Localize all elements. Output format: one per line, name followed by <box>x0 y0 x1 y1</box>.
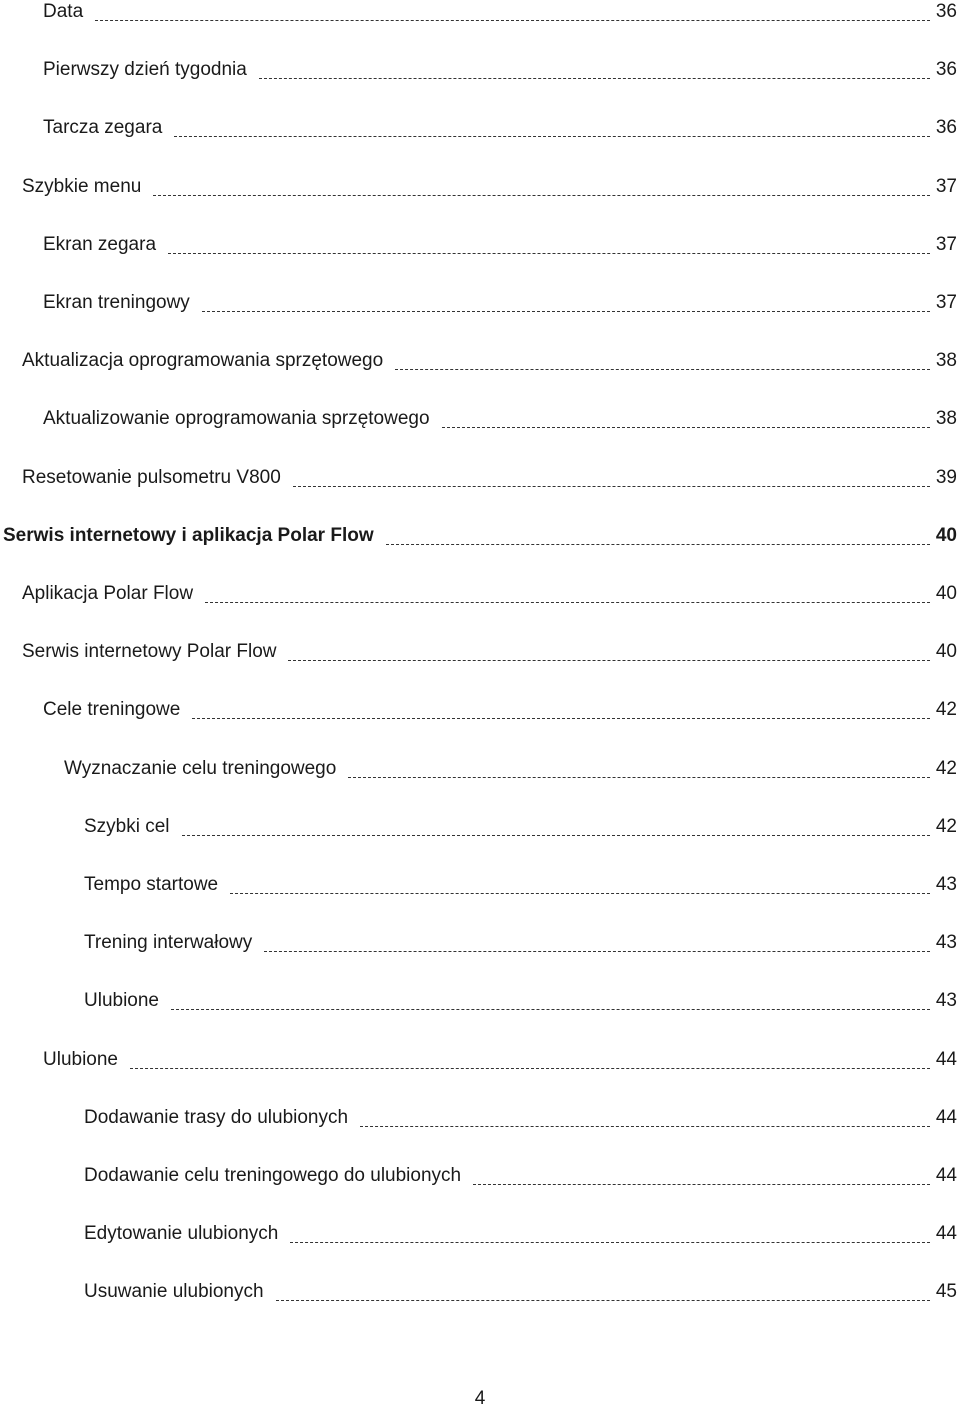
dot-leader <box>264 951 930 952</box>
toc-entry-page: 38 <box>935 408 957 430</box>
toc-entry-page: 37 <box>935 175 957 197</box>
toc-entry-page: 44 <box>935 1048 957 1070</box>
toc-entry-title: Trening interwałowy <box>84 931 262 955</box>
toc-entry-page: 43 <box>935 932 957 954</box>
toc-entry[interactable] <box>0 524 960 554</box>
dot-leader <box>360 1126 930 1127</box>
toc-entry-page: 43 <box>935 874 957 895</box>
dot-leader <box>153 195 930 196</box>
toc-entry-title: Dodawanie celu treningowego do ulubionych <box>84 1164 471 1188</box>
toc-entry[interactable] <box>0 116 960 146</box>
toc-entry-title: Serwis internetowy Polar Flow <box>22 640 286 664</box>
toc-entry[interactable] <box>0 815 960 845</box>
toc-entry[interactable] <box>0 1280 960 1310</box>
toc-entry-title: Edytowanie ulubionych <box>84 1222 288 1246</box>
toc-entry-title: Wyznaczanie celu treningowego <box>64 757 346 781</box>
toc-entry[interactable] <box>0 407 960 437</box>
dot-leader <box>259 78 930 79</box>
toc-entry-title: Serwis internetowy i aplikacja Polar Flow <box>3 524 384 548</box>
dot-leader <box>205 602 930 603</box>
toc-entry-page: 36 <box>935 1 957 22</box>
toc-entry[interactable] <box>0 698 960 728</box>
toc-entry-page: 44 <box>935 1165 957 1186</box>
dot-leader <box>192 718 930 719</box>
dot-leader <box>182 835 930 836</box>
toc-entry-page: 38 <box>935 350 957 372</box>
toc-entry[interactable] <box>0 1106 960 1136</box>
dot-leader <box>230 893 930 894</box>
toc-entry[interactable] <box>0 989 960 1019</box>
toc-entry[interactable] <box>0 291 960 321</box>
toc-entry[interactable] <box>0 466 960 496</box>
toc-entry-page: 39 <box>935 466 957 488</box>
toc-entry[interactable] <box>0 1048 960 1078</box>
toc-entry-page: 40 <box>935 641 957 663</box>
page-number: 4 <box>474 1388 486 1409</box>
toc-entry-page: 45 <box>935 1281 957 1303</box>
toc-entry-title: Szybki cel <box>84 815 180 839</box>
dot-leader <box>202 311 930 312</box>
toc-entry-page: 37 <box>935 292 957 313</box>
toc-entry-title: Ekran treningowy <box>43 291 200 315</box>
toc-entry-title: Tarcza zegara <box>43 116 172 140</box>
dot-leader <box>95 20 930 21</box>
toc-entry-page: 42 <box>935 757 957 779</box>
toc-entry-title: Aktualizowanie oprogramowania sprzętowego <box>43 407 440 431</box>
toc-entry[interactable] <box>0 640 960 670</box>
dot-leader <box>386 544 930 545</box>
dot-leader <box>442 427 930 428</box>
toc-entry-page: 40 <box>935 524 957 546</box>
toc-entry-title: Cele treningowe <box>43 698 190 722</box>
toc-entry[interactable] <box>0 931 960 961</box>
dot-leader <box>290 1242 930 1243</box>
dot-leader <box>168 253 930 254</box>
toc-entry-title: Tempo startowe <box>84 873 228 897</box>
toc-entry-page: 42 <box>935 815 957 837</box>
toc-entry-title: Aktualizacja oprogramowania sprzętowego <box>22 349 393 373</box>
toc-entry-page: 43 <box>935 990 957 1012</box>
dot-leader <box>293 486 930 487</box>
toc-entry[interactable] <box>0 1164 960 1194</box>
toc-entry-title: Dodawanie trasy do ulubionych <box>84 1106 358 1130</box>
toc-entry[interactable] <box>0 873 960 903</box>
dot-leader <box>348 777 930 778</box>
toc-entry[interactable] <box>0 757 960 787</box>
toc-entry-title: Ulubione <box>84 989 169 1013</box>
toc-entry[interactable] <box>0 58 960 88</box>
toc-entry-title: Ulubione <box>43 1048 128 1072</box>
toc-entry-title: Pierwszy dzień tygodnia <box>43 58 257 82</box>
dot-leader <box>288 660 930 661</box>
dot-leader <box>395 369 930 370</box>
dot-leader <box>276 1300 930 1301</box>
toc-entry[interactable] <box>0 349 960 379</box>
toc-entry-page: 36 <box>935 117 957 139</box>
dot-leader <box>174 136 930 137</box>
toc-entry-page: 44 <box>935 1106 957 1128</box>
toc-entry-title: Aplikacja Polar Flow <box>22 582 203 606</box>
dot-leader <box>171 1009 930 1010</box>
toc-entry-page: 44 <box>935 1223 957 1245</box>
toc-entry[interactable] <box>0 175 960 205</box>
dot-leader <box>130 1068 930 1069</box>
toc-entry-page: 36 <box>935 59 957 81</box>
toc-entry-title: Szybkie menu <box>22 175 151 199</box>
toc-entry-title: Resetowanie pulsometru V800 <box>22 466 291 490</box>
toc-entry[interactable] <box>0 233 960 263</box>
toc-entry-title: Data <box>43 0 93 24</box>
toc-entry-title: Usuwanie ulubionych <box>84 1280 274 1304</box>
toc-entry[interactable] <box>0 582 960 612</box>
toc-entry-title: Ekran zegara <box>43 233 166 257</box>
dot-leader <box>473 1184 930 1185</box>
toc-entry-page: 40 <box>935 583 957 604</box>
toc-entry[interactable] <box>0 0 960 30</box>
toc-entry[interactable] <box>0 1222 960 1252</box>
toc-entry-page: 42 <box>935 699 957 721</box>
toc-entry-page: 37 <box>935 233 957 255</box>
